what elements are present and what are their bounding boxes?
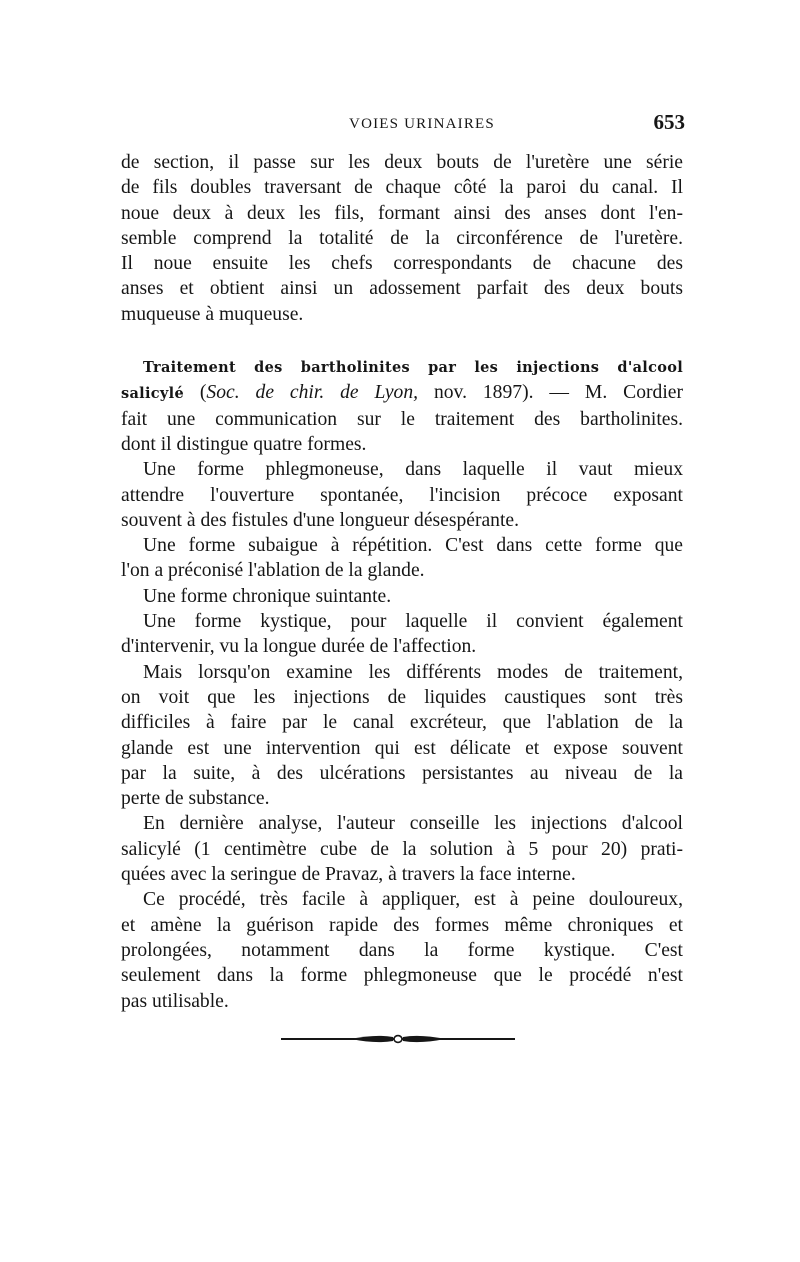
text-line: difficiles à faire par le canal excréteur, que l'ablation de la xyxy=(121,712,683,734)
article-opening xyxy=(121,354,683,457)
text-line: on voit que les injections de liquides caustiques sont très xyxy=(121,686,683,708)
text-line: Mais lorsqu'on examine les différents modes de traitement, xyxy=(143,661,683,683)
paragraph-traitement xyxy=(121,660,683,812)
text-line: Une forme chronique suintante. xyxy=(143,585,392,607)
text-line: attendre l'ouverture spontanée, l'incision précoce exposant xyxy=(121,484,683,506)
citation-rest: nov. 1897). — M. Cordier xyxy=(418,382,684,404)
text-line: fait une communication sur le traitement des bartholinites. xyxy=(121,408,683,430)
text-line: Ce procédé, très facile à appliquer, est à peine douloureux, xyxy=(143,889,683,911)
text-line: pas utilisable. xyxy=(121,990,229,1012)
text-line: semble comprend la totalité de la circonférence de l'uretère. xyxy=(121,227,683,249)
separator-ornament-icon xyxy=(281,1033,515,1045)
running-title: VOIES URINAIRES xyxy=(349,116,495,132)
text-line: l'on a préconisé l'ablation de la glande. xyxy=(121,560,425,582)
text-line: et amène la guérison rapide des formes même chroniques et xyxy=(121,914,683,936)
text-line: Une forme phlegmoneuse, dans laquelle il vaut mieux xyxy=(143,459,683,481)
text-line: prolongées, notamment dans la forme kystique. C'est xyxy=(121,939,683,961)
text-line: En dernière analyse, l'auteur conseille les injections d'alcool xyxy=(143,813,683,835)
article-heading: Traitement des bartholinites par les injections d'alcool xyxy=(143,359,683,377)
running-head xyxy=(121,110,683,144)
article-heading-line xyxy=(121,354,683,380)
text-line: perte de substance. xyxy=(121,788,270,810)
text-line: de section, il passe sur les deux bouts de l'uretère une série xyxy=(121,152,683,173)
article-section xyxy=(121,354,683,1014)
intro-paragraph xyxy=(121,150,683,327)
paragraph-phlegmoneuse xyxy=(121,457,683,533)
paragraph-subaigue xyxy=(121,533,683,584)
text-line: par la suite, à des ulcérations persistantes au niveau de la xyxy=(121,762,683,784)
book-page xyxy=(121,110,683,1044)
paragraph-procede xyxy=(121,887,683,1013)
page-number: 653 xyxy=(653,110,685,134)
text-line: quées avec la seringue de Pravaz, à travers la face interne. xyxy=(121,864,576,886)
text-line: noue deux à deux les fils, formant ainsi des anses dont l'en- xyxy=(121,202,683,224)
text-line xyxy=(121,380,683,406)
text-line: Une forme subaigue à répétition. C'est dans cette forme que xyxy=(143,535,683,557)
paragraph-kystique xyxy=(121,609,683,660)
text-line: seulement dans la forme phlegmoneuse que le procédé n'est xyxy=(121,965,683,987)
text-line: glande est une intervention qui est délicate et expose souvent xyxy=(121,737,683,759)
text-line: Il noue ensuite les chefs correspondants de chacune des xyxy=(121,253,683,275)
text-line: de fils doubles traversant de chaque côté la paroi du canal. Il xyxy=(121,177,683,199)
text-line: dont il distingue quatre formes. xyxy=(121,433,367,455)
separator-rule-icon xyxy=(281,1032,515,1044)
text-line: souvent à des fistules d'une longueur désespérante. xyxy=(121,509,520,531)
text-line: anses et obtient ainsi un adossement parfait des deux bouts xyxy=(121,278,683,300)
text-line: d'intervenir, vu la longue durée de l'affection. xyxy=(121,636,477,658)
paragraph-analyse xyxy=(121,811,683,887)
citation-open: ( xyxy=(199,382,207,404)
text-line: muqueuse à muqueuse. xyxy=(121,303,304,325)
citation-source: Soc. de chir. de Lyon, xyxy=(206,382,419,404)
text-line: salicylé (1 centimètre cube de la solution à 5 pour 20) prati- xyxy=(121,838,683,860)
text-line: Une forme kystique, pour laquelle il convient également xyxy=(143,611,683,633)
article-heading-end: salicylé xyxy=(121,385,184,403)
paragraph-chronique xyxy=(121,584,683,609)
